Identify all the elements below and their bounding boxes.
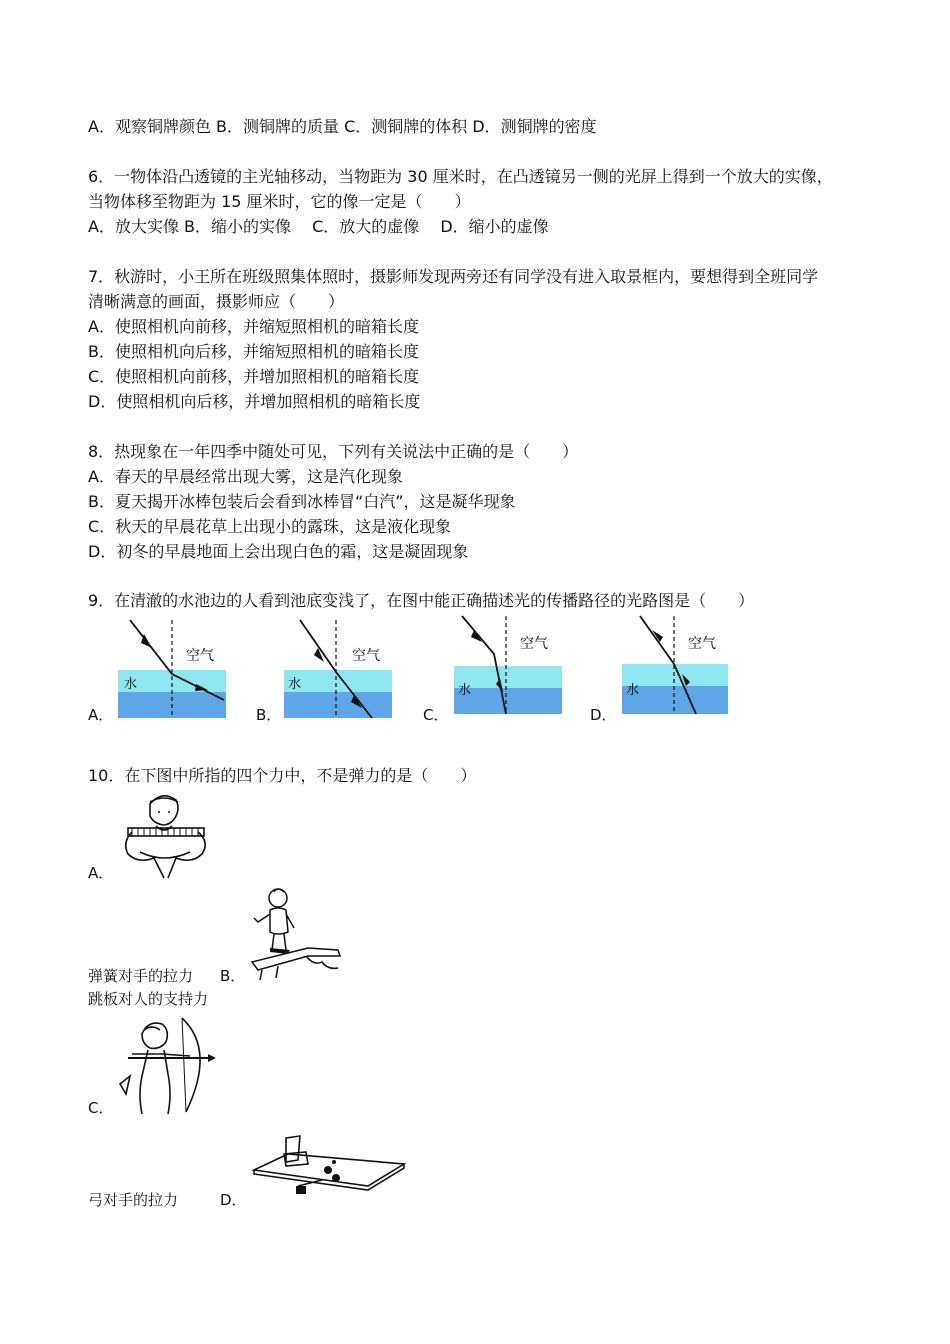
q9-option-a-label: A． bbox=[88, 706, 114, 724]
q10-option-a-label: A． bbox=[88, 864, 114, 882]
q7-option-b: B．使照相机向后移，并缩短照相机的暗箱长度 bbox=[88, 342, 419, 361]
q7-option-d: D．使照相机向后移，并增加照相机的暗箱长度 bbox=[88, 392, 421, 411]
q9-option-d-label: D． bbox=[590, 706, 617, 724]
q7-option-c: C．使照相机向前移，并增加照相机的暗箱长度 bbox=[88, 367, 420, 386]
q5-options: A．观察铜牌颜色 B．测铜牌的质量 C．测铜牌的体积 D．测铜牌的密度 bbox=[88, 117, 597, 136]
air-label: 空气 bbox=[186, 648, 214, 664]
q10-figure-b-diving-board bbox=[248, 884, 344, 984]
q10-figure-d-ruler bbox=[248, 1134, 410, 1204]
q6-options: A．放大实像 B．缩小的实像 C．放大的虚像 D．缩小的虚像 bbox=[88, 217, 549, 236]
q10-figure-a-spring-expander bbox=[112, 790, 218, 882]
q8-option-a: A．春天的早晨经常出现大雾，这是汽化现象 bbox=[88, 467, 403, 486]
q10-option-b-label: B． bbox=[220, 967, 246, 985]
q10-figure-c-bow bbox=[112, 1014, 220, 1118]
air-label: 空气 bbox=[688, 636, 716, 652]
q9-stem: 9．在清澈的水池边的人看到池底变浅了，在图中能正确描述光的传播路径的光路图是（ ） bbox=[88, 591, 755, 610]
q7-stem-line1: 7．秋游时，小王所在班级照集体照时，摄影师发现两旁还有同学没有进入取景框内，要想得到全班同学 bbox=[88, 267, 819, 286]
q9-diagram-c bbox=[448, 614, 568, 718]
q9-option-b-label: B． bbox=[256, 706, 282, 724]
q8-stem: 8．热现象在一年四季中随处可见，下列有关说法中正确的是（ ） bbox=[88, 442, 579, 461]
q7-stem-line2: 清晰满意的画面，摄影师应（ ） bbox=[88, 292, 345, 311]
q10-option-c-label: C． bbox=[88, 1099, 114, 1117]
q10-option-a-caption: 弹簧对手的拉力 bbox=[88, 967, 194, 985]
q8-option-b: B．夏天揭开冰棒包装后会看到冰棒冒“白汽”，这是凝华现象 bbox=[88, 492, 516, 511]
q10-option-b-caption: 跳板对人的支持力 bbox=[88, 990, 209, 1008]
water-label: 水 bbox=[124, 677, 138, 692]
water-label: 水 bbox=[626, 683, 640, 698]
q10-option-d-label: D． bbox=[220, 1191, 247, 1209]
q9-diagram-a bbox=[112, 618, 232, 722]
q6-stem-line1: 6．一物体沿凸透镜的主光轴移动，当物距为 30 厘米时，在凸透镜另一侧的光屏上得到一个放大的实像， bbox=[88, 167, 833, 186]
q8-option-c: C．秋天的早晨花草上出现小的露珠，这是液化现象 bbox=[88, 517, 452, 536]
q7-option-a: A．使照相机向前移，并缩短照相机的暗箱长度 bbox=[88, 317, 419, 336]
q10-stem: 10．在下图中所指的四个力中，不是弹力的是（ ） bbox=[88, 766, 477, 785]
air-label: 空气 bbox=[352, 648, 380, 664]
q8-option-d: D．初冬的早晨地面上会出现白色的霜，这是凝固现象 bbox=[88, 542, 469, 561]
water-deep-layer bbox=[284, 692, 392, 718]
water-label: 水 bbox=[458, 683, 472, 698]
arrow-icon bbox=[471, 630, 482, 642]
q6-stem-line2: 当物体移至物距为 15 厘米时，它的像一定是（ ） bbox=[88, 192, 471, 211]
arrow-icon bbox=[314, 648, 324, 662]
q9-diagram-b bbox=[280, 618, 400, 722]
q9-diagram-d bbox=[616, 614, 736, 718]
air-label: 空气 bbox=[520, 636, 548, 652]
q10-option-c-caption: 弓对手的拉力 bbox=[88, 1191, 179, 1209]
q9-option-c-label: C． bbox=[423, 706, 449, 724]
water-label: 水 bbox=[288, 677, 302, 692]
